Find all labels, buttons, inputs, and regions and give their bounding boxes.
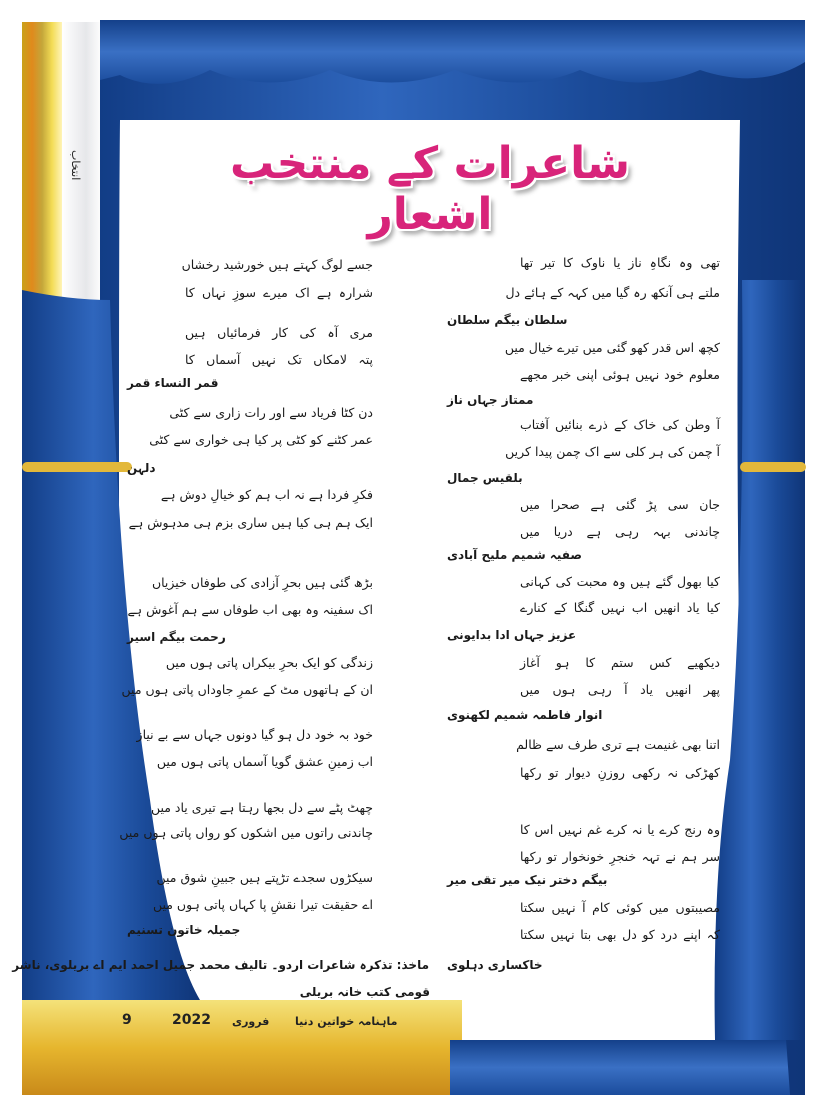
verse-line: کیا یاد انھیں اب نہیں گنگا کے کنارے	[520, 600, 720, 615]
verse-line: مری آہ کی کار فرمائیاں ہیں	[185, 325, 373, 340]
poet-name: صفیہ شمیم ملیح آبادی	[447, 548, 583, 562]
verse-line: ایک ہم ہی کیا ہیں ساری بزم ہی مدہوش ہے	[128, 515, 373, 530]
verse-line: مصیبتوں میں کوئی کام آ نہیں سکتا	[520, 900, 720, 915]
verse-line: اب زمینِ عشق گویا آسماں پاتی ہوں میں	[156, 754, 373, 769]
verse-line: دیکھیے کس ستم کا ہو آغاز	[520, 655, 720, 670]
poet-name: سلطان بیگم سلطان	[447, 313, 568, 327]
verse-line: جسے لوگ کہتے ہیں خورشید رخشاں	[181, 257, 373, 272]
verse-line: عمر کٹنے کو کٹی پر کیا ہی خواری سے کٹی	[149, 432, 373, 447]
verse-line: جان سی پڑ گئی ہے صحرا میں	[520, 497, 720, 512]
curtain-bottom-band	[450, 1040, 805, 1095]
right-tieback-icon	[740, 462, 806, 472]
verse-line: کھڑکی نہ رکھی روزنِ دیوار تو رکھا	[520, 765, 720, 780]
footer-page-number: 9	[122, 1012, 132, 1028]
source-line-1: ماخذ: تذکرہ شاعرات اردو۔ تالیف محمد جمیل احمد ایم اے بریلوی، ناشر	[12, 958, 429, 972]
poet-name: دلہن	[127, 461, 156, 475]
verse-line: اک سفینہ وہ بھی اب طوفاں سے ہم آغوش ہے	[127, 602, 373, 617]
verse-line: معلوم خود نہیں ہوئی اپنی خبر مجھے	[520, 367, 720, 382]
poet-name: جمیلہ خاتون تسنیم	[127, 923, 241, 937]
verse-line: آ وطن کی خاک کے ذرے بنائیں آفتاب	[520, 417, 720, 432]
verse-line: چاندنی بہہ رہی ہے دریا میں	[520, 524, 720, 539]
footer-month: فروری	[232, 1015, 270, 1028]
side-label: انتخاب	[69, 150, 82, 181]
verse-line: کہ اپنے درد کو دل بھی بتا نہیں سکتا	[520, 927, 720, 942]
poet-name: خاکساری دہلوی	[447, 958, 543, 972]
poet-name: انوار فاطمہ شمیم لکھنوی	[447, 708, 603, 722]
verse-line: زندگی کو ایک بحرِ بیکراں پاتی ہوں میں	[165, 655, 373, 670]
verse-line: بڑھ گئی ہیں بحرِ آزادی کی طوفاں خیزیاں	[151, 575, 373, 590]
verse-line: اتنا بھی غنیمت ہے تری طرف سے ظالم	[516, 737, 720, 752]
poet-name: رحمت بیگم اسیر	[127, 630, 226, 644]
verse-line: دن کٹا فریاد سے اور رات زاری سے کٹی	[169, 405, 373, 420]
verse-line: اے حقیقت تیرا نقشِ پا کہاں پاتی ہوں میں	[152, 897, 373, 912]
verse-line: کچھ اس قدر کھو گئی میں تیرے خیال میں	[504, 340, 720, 355]
verse-line: آ چمن کی ہر کلی سے اک چمن پیدا کریں	[505, 444, 720, 459]
verse-line: وہ رنج کرے یا نہ کرے غم نہیں اس کا	[520, 822, 720, 837]
verse-line: سیکڑوں سجدے تڑپتے ہیں جبینِ شوق میں	[156, 870, 373, 885]
verse-line: تھی وہ نگاہِ ناز یا ناوک کا تیر تھا	[520, 255, 720, 270]
page-title: شاعرات کے منتخب اشعار	[230, 138, 630, 240]
left-tieback-icon	[22, 462, 132, 472]
poet-name: بیگم دختر نیک میر تقی میر	[447, 873, 608, 887]
poet-name: عزیز جہاں ادا بدایونی	[447, 628, 577, 642]
verse-line: کیا بھول گئے ہیں وہ محبت کی کہانی	[520, 574, 720, 589]
verse-line: پھر انھیں یاد آ رہی ہوں میں	[520, 682, 720, 697]
verse-line: سر ہم نے تہہ خنجرِ خونخوار تو رکھا	[520, 849, 720, 864]
verse-line: شرارہ ہے اک میرے سوزِ نہاں کا	[185, 285, 373, 300]
poet-name: قمر النساء قمر	[127, 376, 219, 390]
verse-line: چاندنی راتوں میں اشکوں کو رواں پاتی ہوں میں	[119, 825, 373, 840]
verse-line: فکرِ فردا ہے نہ اب ہم کو خیالِ دوش ہے	[160, 487, 373, 502]
verse-line: چھٹ پٹے سے دل بجھا رہتا ہے تیری یاد میں	[150, 800, 373, 815]
source-line-2: قومی کتب خانہ بریلی	[299, 985, 430, 999]
verse-line: ان کے ہاتھوں مٹ کے عمرِ جاوداں پاتی ہوں میں	[121, 682, 373, 697]
poet-name: ممتاز جہاں ناز	[447, 393, 534, 407]
verse-line: پتہ لامکاں تک نہیں آسماں کا	[185, 352, 373, 367]
poet-name: بلقیس جمال	[447, 471, 523, 485]
footer-magazine-name: ماہنامہ خواتین دنیا	[295, 1015, 398, 1028]
curtain-right-drape	[715, 280, 805, 1040]
footer-year: 2022	[172, 1012, 211, 1028]
verse-line: خود بہ خود دل ہو گیا دونوں جہاں سے بے نیاز	[136, 727, 373, 742]
verse-line: ملتے ہی آنکھ رہ گیا میں کہہ کے ہائے دل	[505, 285, 720, 300]
